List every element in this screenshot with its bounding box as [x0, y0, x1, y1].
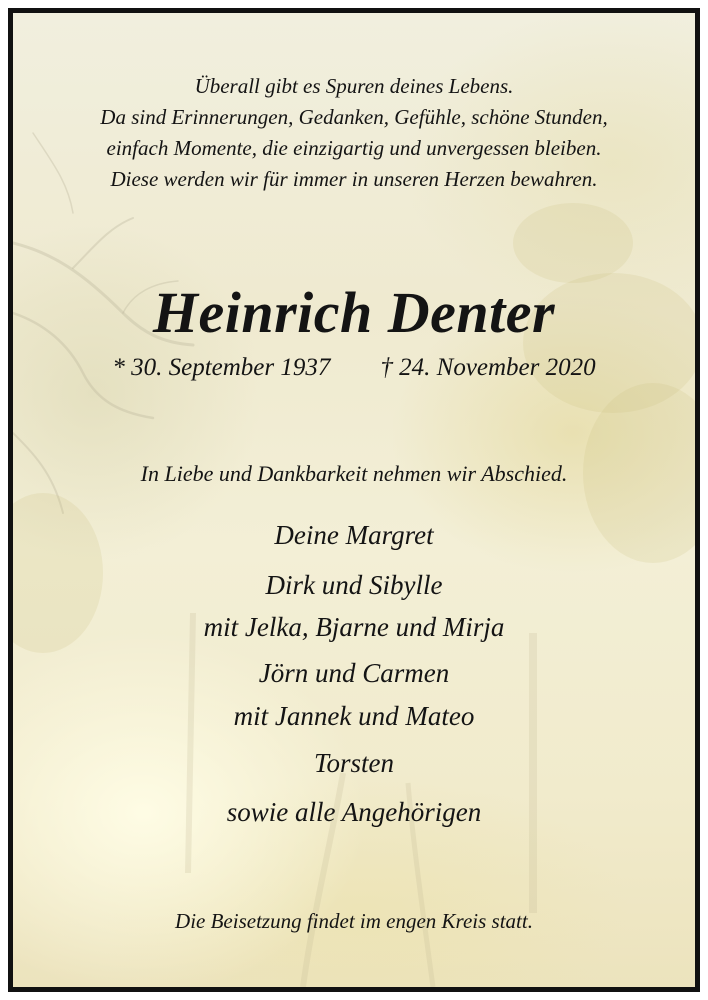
mourner-line: mit Jelka, Bjarne und Mirja	[203, 612, 505, 642]
memorial-verse	[13, 71, 695, 195]
deceased-name: Heinrich Denter	[152, 280, 556, 345]
notice-frame	[8, 8, 700, 992]
life-dates	[13, 351, 695, 385]
verse-line: Diese werden wir für immer in unseren Herzen bewahren.	[110, 167, 598, 191]
mourner-line: Torsten	[313, 748, 395, 778]
funeral-note: Die Beisetzung findet im engen Kreis statt.	[175, 909, 533, 933]
mourners-list	[13, 511, 695, 837]
mourner-line: Jörn und Carmen	[258, 658, 450, 688]
mourner-line: sowie alle Angehörigen	[226, 797, 482, 827]
death-date: † 24. November 2020	[380, 354, 596, 381]
farewell-statement: In Liebe und Dankbarkeit nehmen wir Abschied.	[140, 461, 568, 486]
mourner-line: Dirk und Sibylle	[265, 570, 443, 600]
birth-date: * 30. September 1937	[112, 354, 331, 381]
verse-line: einfach Momente, die einzigartig und unvergessen bleiben.	[106, 136, 602, 160]
verse-line: Da sind Erinnerungen, Gedanken, Gefühle, schöne Stunden,	[100, 105, 608, 129]
mourner-line: Deine Margret	[274, 520, 434, 550]
mourner-line: mit Jannek und Mateo	[233, 701, 475, 731]
verse-line: Überall gibt es Spuren deines Lebens.	[194, 74, 514, 98]
